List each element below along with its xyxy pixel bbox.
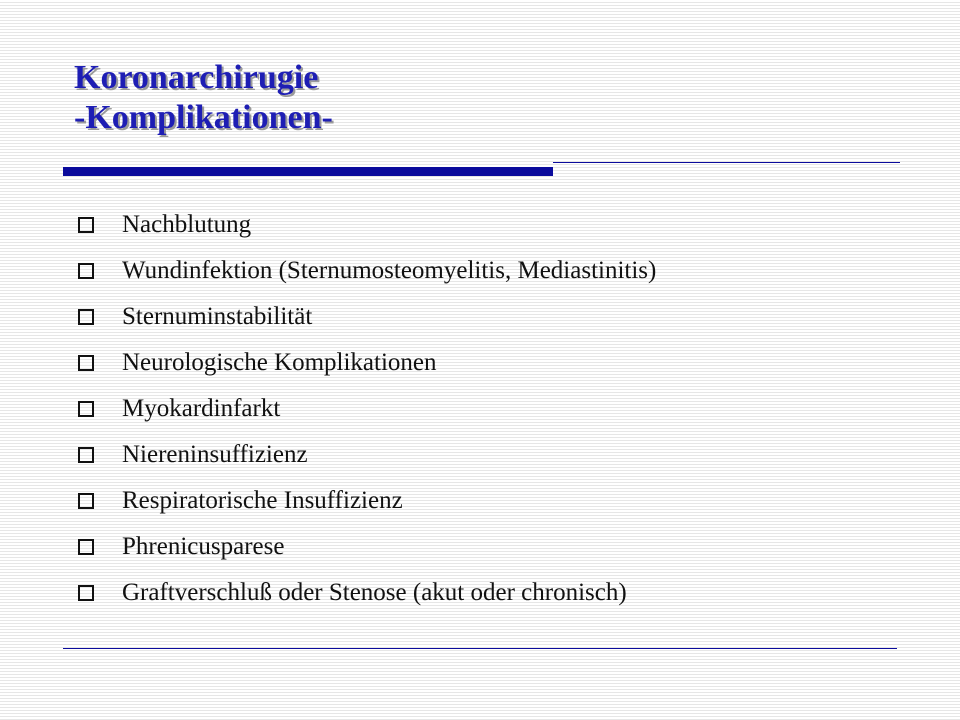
list-item-text: Respiratorische Insuffizienz	[122, 487, 403, 514]
list-item	[78, 524, 656, 570]
hollow-square-bullet-icon	[78, 493, 94, 509]
hollow-square-bullet-icon	[78, 447, 94, 463]
list-item	[78, 294, 656, 340]
title-underline-thick	[63, 167, 553, 176]
hollow-square-bullet-icon	[78, 217, 94, 233]
hollow-square-bullet-icon	[78, 585, 94, 601]
hollow-square-bullet-icon	[78, 401, 94, 417]
list-item	[78, 248, 656, 294]
list-item-text: Sternuminstabilität	[122, 303, 313, 330]
hollow-square-bullet-icon	[78, 355, 94, 371]
list-item-text: Myokardinfarkt	[122, 395, 281, 422]
title-line-2: -Komplikationen-	[74, 99, 333, 136]
list-item	[78, 432, 656, 478]
footer-divider	[63, 648, 897, 649]
list-item-text: Nachblutung	[122, 211, 252, 238]
list-item-text: Graftverschluß oder Stenose (akut oder chronisch)	[122, 579, 627, 606]
list-item-text: Phrenicusparese	[122, 533, 285, 560]
list-item	[78, 386, 656, 432]
list-item-text: Neurologische Komplikationen	[122, 349, 437, 376]
hollow-square-bullet-icon	[78, 263, 94, 279]
title-underline-thin	[553, 162, 900, 163]
list-item	[78, 570, 656, 616]
list-item	[78, 202, 656, 248]
bullet-list	[78, 202, 656, 616]
list-item	[78, 340, 656, 386]
list-item	[78, 478, 656, 524]
slide-title	[74, 58, 333, 138]
title-line-1: Koronarchirugie	[74, 59, 319, 96]
hollow-square-bullet-icon	[78, 539, 94, 555]
hollow-square-bullet-icon	[78, 309, 94, 325]
list-item-text: Wundinfektion (Sternumosteomyelitis, Mediastinitis)	[122, 257, 657, 284]
list-item-text: Niereninsuffizienz	[122, 441, 308, 468]
